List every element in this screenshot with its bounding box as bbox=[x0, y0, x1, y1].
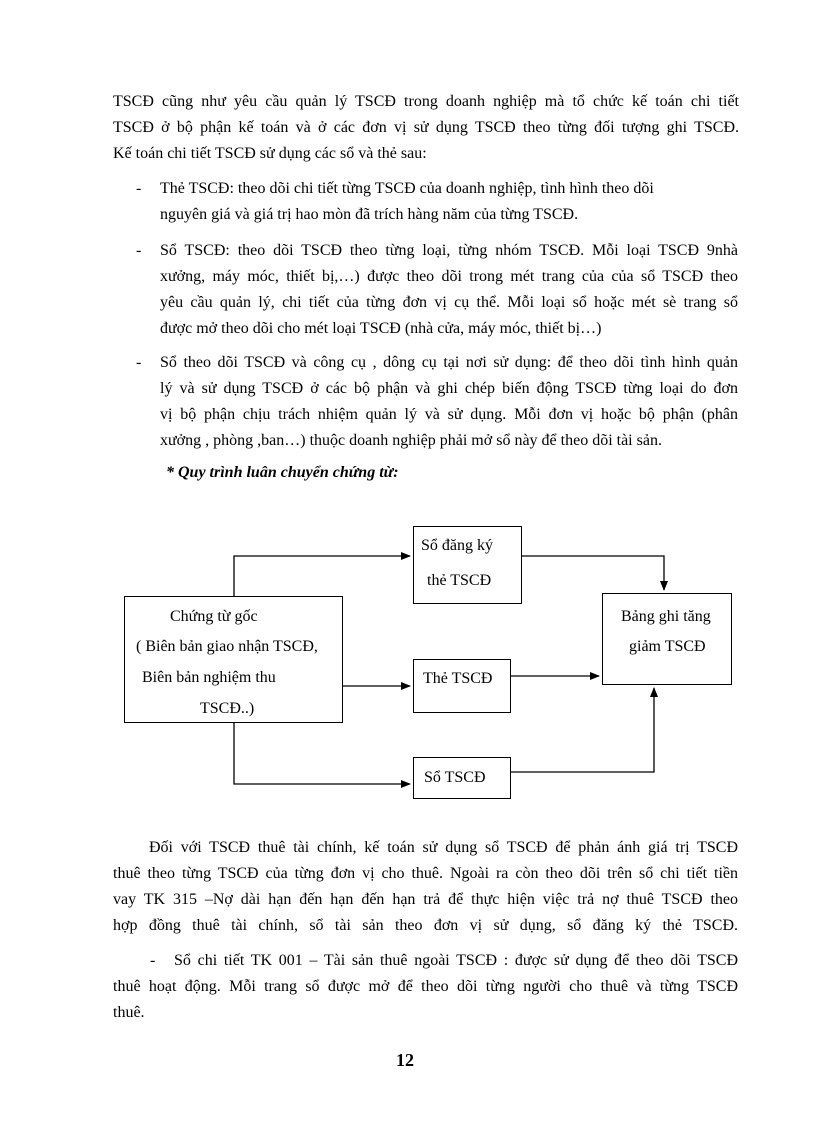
source-box-line-2: ( Biên bản giao nhận TSCĐ, bbox=[136, 638, 318, 655]
arrow-source-to-register bbox=[234, 556, 410, 596]
source-box-line-4: TSCĐ..) bbox=[200, 700, 255, 717]
intro-line-2: TSCĐ ở bộ phận kế toán và ở các đơn vị sử dụng TSCĐ theo từng đối tượng ghi TSCĐ. bbox=[113, 119, 739, 136]
closing-line-1: Đối với TSCĐ thuê tài chính, kế toán sử dụng sổ TSCĐ để phản ánh giá trị TSCĐ bbox=[149, 839, 738, 856]
page-number: 12 bbox=[396, 1050, 414, 1070]
intro-line-1: TSCĐ cũng như yêu cầu quản lý TSCĐ trong doanh nghiệp mà tổ chức kế toán chi tiết bbox=[113, 93, 739, 110]
last-item-dash: - bbox=[150, 952, 156, 969]
source-documents-box bbox=[124, 596, 343, 723]
bullet-3-line-2: lý và sử dụng TSCĐ ở các bộ phận và ghi chép biến động TSCĐ từng loại do đơn bbox=[160, 380, 738, 397]
bullet-dash-3: - bbox=[136, 354, 142, 371]
bullet-dash-1: - bbox=[136, 180, 142, 197]
increase-decrease-summary-box bbox=[602, 593, 732, 685]
bullet-2-line-4: được mở theo dõi cho mét loại TSCĐ (nhà cửa, máy móc, thiết bị…) bbox=[160, 320, 602, 337]
closing-line-4: hợp đồng thuê tài chính, sổ tài sản theo đơn vị sử dụng, sổ đăng ký thẻ TSCĐ. bbox=[113, 917, 738, 934]
register-box-line-1: Sổ đăng ký bbox=[421, 537, 493, 554]
closing-line-3: vay TK 315 –Nợ dài hạn đến hạn đến hạn trả để thực hiện việc trả nợ thuê TSCĐ theo bbox=[113, 891, 738, 908]
bullet-2-line-2: xưởng, máy móc, thiết bị,…) được theo dõi trong mét trang của của sổ TSCĐ theo bbox=[160, 268, 738, 285]
bullet-3-line-3: vị bộ phận chịu trách nhiệm quản lý và sử dụng. Mỗi đơn vị hoặc bộ phận (phân bbox=[160, 406, 738, 423]
asset-register-box bbox=[413, 526, 522, 604]
arrow-register-to-summary bbox=[521, 556, 664, 590]
last-item-line-2: thuê hoạt động. Mỗi trang sổ được mở để theo dõi từng người cho thuê và từng TSCĐ bbox=[113, 978, 738, 995]
source-box-line-3: Biên bản nghiệm thu bbox=[142, 669, 276, 686]
intro-line-3: Kế toán chi tiết TSCĐ sử dụng các sổ và thẻ sau: bbox=[113, 145, 427, 162]
bullet-1-line-1: Thẻ TSCĐ: theo dõi chi tiết từng TSCĐ của doanh nghiệp, tình hình theo dõi bbox=[160, 180, 654, 197]
asset-card-box bbox=[413, 659, 511, 713]
bullet-1-line-2: nguyên giá và giá trị hao mòn đã trích hàng năm của từng TSCĐ. bbox=[160, 206, 579, 223]
summary-box-line-2: giảm TSCĐ bbox=[629, 638, 706, 655]
card-box-label: Thẻ TSCĐ bbox=[423, 670, 493, 687]
section-heading: * Quy trình luân chuyển chứng từ: bbox=[166, 464, 399, 481]
closing-line-2: thuê theo từng TSCĐ của từng đơn vị cho thuê. Ngoài ra còn theo dõi trên sổ chi tiết tiền bbox=[113, 865, 738, 882]
bullet-2-line-3: yêu cầu quản lý, chi tiết của từng đơn vị cụ thể. Mỗi loại sổ hoặc mét sè trang sổ bbox=[160, 294, 738, 311]
source-box-line-1: Chứng từ gốc bbox=[170, 608, 258, 625]
bullet-3-line-1: Sổ theo dõi TSCĐ và công cụ , dông cụ tại nơi sử dụng: để theo dõi tình hình quản bbox=[160, 354, 738, 371]
ledger-box-label: Sổ TSCĐ bbox=[424, 769, 486, 786]
arrow-source-to-ledger bbox=[234, 723, 410, 784]
asset-ledger-box bbox=[413, 757, 511, 799]
bullet-dash-2: - bbox=[136, 242, 142, 259]
arrow-ledger-to-summary bbox=[511, 688, 654, 772]
last-item-line-1: Sổ chi tiết TK 001 – Tài sản thuê ngoài TSCĐ : được sử dụng để theo dõi TSCĐ bbox=[174, 952, 738, 969]
summary-box-line-1: Bảng ghi tăng bbox=[621, 608, 711, 625]
bullet-2-line-1: Sổ TSCĐ: theo dõi TSCĐ theo từng loại, từng nhóm TSCĐ. Mỗi loại TSCĐ 9nhà bbox=[160, 242, 738, 259]
last-item-line-3: thuê. bbox=[113, 1004, 145, 1021]
register-box-line-2: thẻ TSCĐ bbox=[427, 572, 492, 589]
bullet-3-line-4: xưởng , phòng ,ban…) thuộc doanh nghiệp phải mở sổ này để theo dõi tài sản. bbox=[160, 432, 662, 449]
